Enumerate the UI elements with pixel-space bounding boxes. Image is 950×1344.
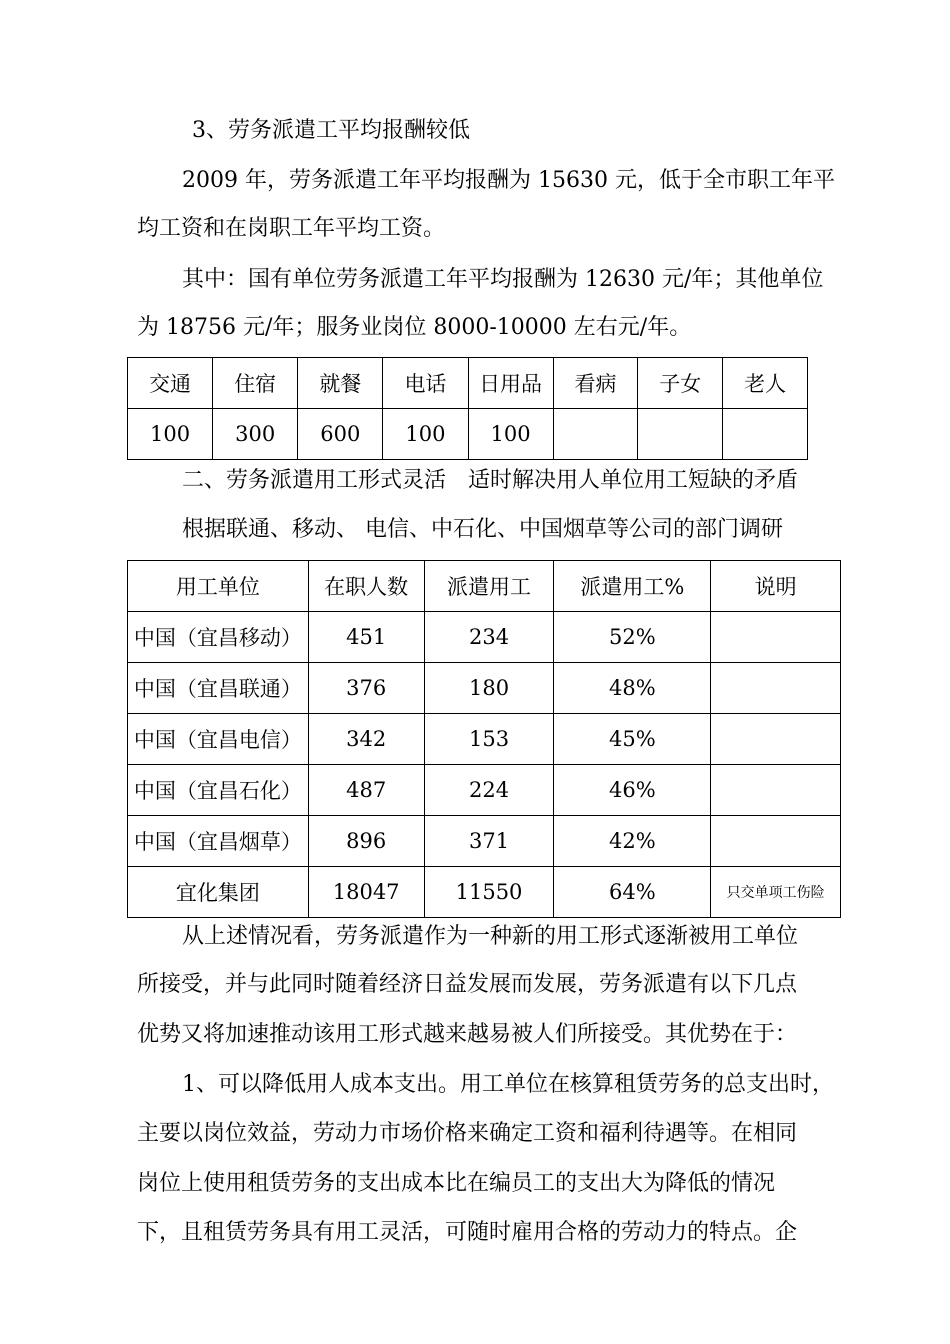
table-cell: 371 bbox=[424, 816, 554, 867]
table-header-cell: 派遣用工% bbox=[554, 561, 711, 612]
table-cell: 100 bbox=[468, 409, 553, 460]
paragraph-line: 根据联通、移动、 电信、中石化、中国烟草等公司的部门调研 bbox=[182, 517, 783, 542]
table-cell: 子女 bbox=[638, 358, 723, 409]
table-cell: 18047 bbox=[308, 867, 424, 918]
table-cell: 342 bbox=[308, 714, 424, 765]
table-cell: 电话 bbox=[383, 358, 468, 409]
table-cell: 153 bbox=[424, 714, 554, 765]
table-cell bbox=[711, 612, 841, 663]
table-row bbox=[128, 663, 841, 714]
table-row bbox=[128, 612, 841, 663]
section-heading-3: 3、劳务派遣工平均报酬较低 bbox=[192, 118, 470, 143]
section-title-2: 二、劳务派遣用工形式灵活 适时解决用人单位用工短缺的矛盾 bbox=[182, 468, 799, 493]
table-row bbox=[128, 867, 841, 918]
table-cell: 64% bbox=[554, 867, 711, 918]
paragraph-line: 所接受，并与此同时随着经济日益发展而发展，劳务派遣有以下几点 bbox=[137, 972, 798, 997]
table-cell bbox=[723, 409, 808, 460]
table-cell bbox=[711, 714, 841, 765]
table-cell: 中国（宜昌移动） bbox=[128, 612, 309, 663]
table-cell: 224 bbox=[424, 765, 554, 816]
table-cell bbox=[638, 409, 723, 460]
table-cell: 45% bbox=[554, 714, 711, 765]
table-header-cell: 说明 bbox=[711, 561, 841, 612]
table-cell: 376 bbox=[308, 663, 424, 714]
table-cell: 234 bbox=[424, 612, 554, 663]
table-cell: 600 bbox=[298, 409, 383, 460]
table-cell: 看病 bbox=[553, 358, 638, 409]
table-header-cell: 派遣用工 bbox=[424, 561, 554, 612]
table-cell: 180 bbox=[424, 663, 554, 714]
table-cell: 42% bbox=[554, 816, 711, 867]
table-cell: 100 bbox=[128, 409, 213, 460]
paragraph-line: 1、可以降低用人成本支出。用工单位在核算租赁劳务的总支出时， bbox=[182, 1072, 834, 1097]
table-cell: 100 bbox=[383, 409, 468, 460]
table-cell bbox=[711, 816, 841, 867]
table-header-cell: 在职人数 bbox=[308, 561, 424, 612]
table-cell: 300 bbox=[213, 409, 298, 460]
table-cell: 896 bbox=[308, 816, 424, 867]
table-cell: 住宿 bbox=[213, 358, 298, 409]
paragraph-line: 其中：国有单位劳务派遣工年平均报酬为 12630 元/年；其他单位 bbox=[182, 267, 824, 292]
paragraph-line: 岗位上使用租赁劳务的支出成本比在编员工的支出大为降低的情况 bbox=[137, 1171, 776, 1196]
dispatch-table bbox=[127, 560, 841, 918]
paragraph-line: 优势又将加速推动该用工形式越来越易被人们所接受。其优势在于： bbox=[137, 1022, 798, 1047]
paragraph-line: 为 18756 元/年；服务业岗位 8000-10000 左右元/年。 bbox=[137, 315, 692, 340]
table-cell: 日用品 bbox=[468, 358, 553, 409]
table-cell bbox=[553, 409, 638, 460]
table-cell: 46% bbox=[554, 765, 711, 816]
table-cell: 交通 bbox=[128, 358, 213, 409]
table-cell bbox=[711, 765, 841, 816]
table-header-row bbox=[128, 358, 808, 409]
paragraph-line: 下，且租赁劳务具有用工灵活，可随时雇用合格的劳动力的特点。企 bbox=[137, 1220, 798, 1245]
expense-table bbox=[127, 357, 808, 460]
table-row bbox=[128, 765, 841, 816]
table-cell: 中国（宜昌联通） bbox=[128, 663, 309, 714]
paragraph-line: 2009 年，劳务派遣工年平均报酬为 15630 元，低于全市职工年平 bbox=[182, 168, 835, 193]
table-row bbox=[128, 714, 841, 765]
table-cell: 老人 bbox=[723, 358, 808, 409]
table-cell: 中国（宜昌烟草） bbox=[128, 816, 309, 867]
table-cell: 451 bbox=[308, 612, 424, 663]
table-row bbox=[128, 816, 841, 867]
table-cell: 11550 bbox=[424, 867, 554, 918]
table-cell: 中国（宜昌石化） bbox=[128, 765, 309, 816]
table-cell: 48% bbox=[554, 663, 711, 714]
table-cell: 就餐 bbox=[298, 358, 383, 409]
table-cell: 487 bbox=[308, 765, 424, 816]
table-cell-note: 只交单项工伤险 bbox=[711, 867, 841, 918]
table-cell bbox=[711, 663, 841, 714]
paragraph-line: 从上述情况看，劳务派遣作为一种新的用工形式逐渐被用工单位 bbox=[182, 924, 799, 949]
paragraph-line: 均工资和在岗职工年平均工资。 bbox=[137, 216, 446, 241]
paragraph-line: 主要以岗位效益，劳动力市场价格来确定工资和福利待遇等。在相同 bbox=[137, 1121, 798, 1146]
table-row bbox=[128, 409, 808, 460]
table-header-cell: 用工单位 bbox=[128, 561, 309, 612]
table-cell: 中国（宜昌电信） bbox=[128, 714, 309, 765]
table-header-row bbox=[128, 561, 841, 612]
table-cell: 宜化集团 bbox=[128, 867, 309, 918]
table-cell: 52% bbox=[554, 612, 711, 663]
